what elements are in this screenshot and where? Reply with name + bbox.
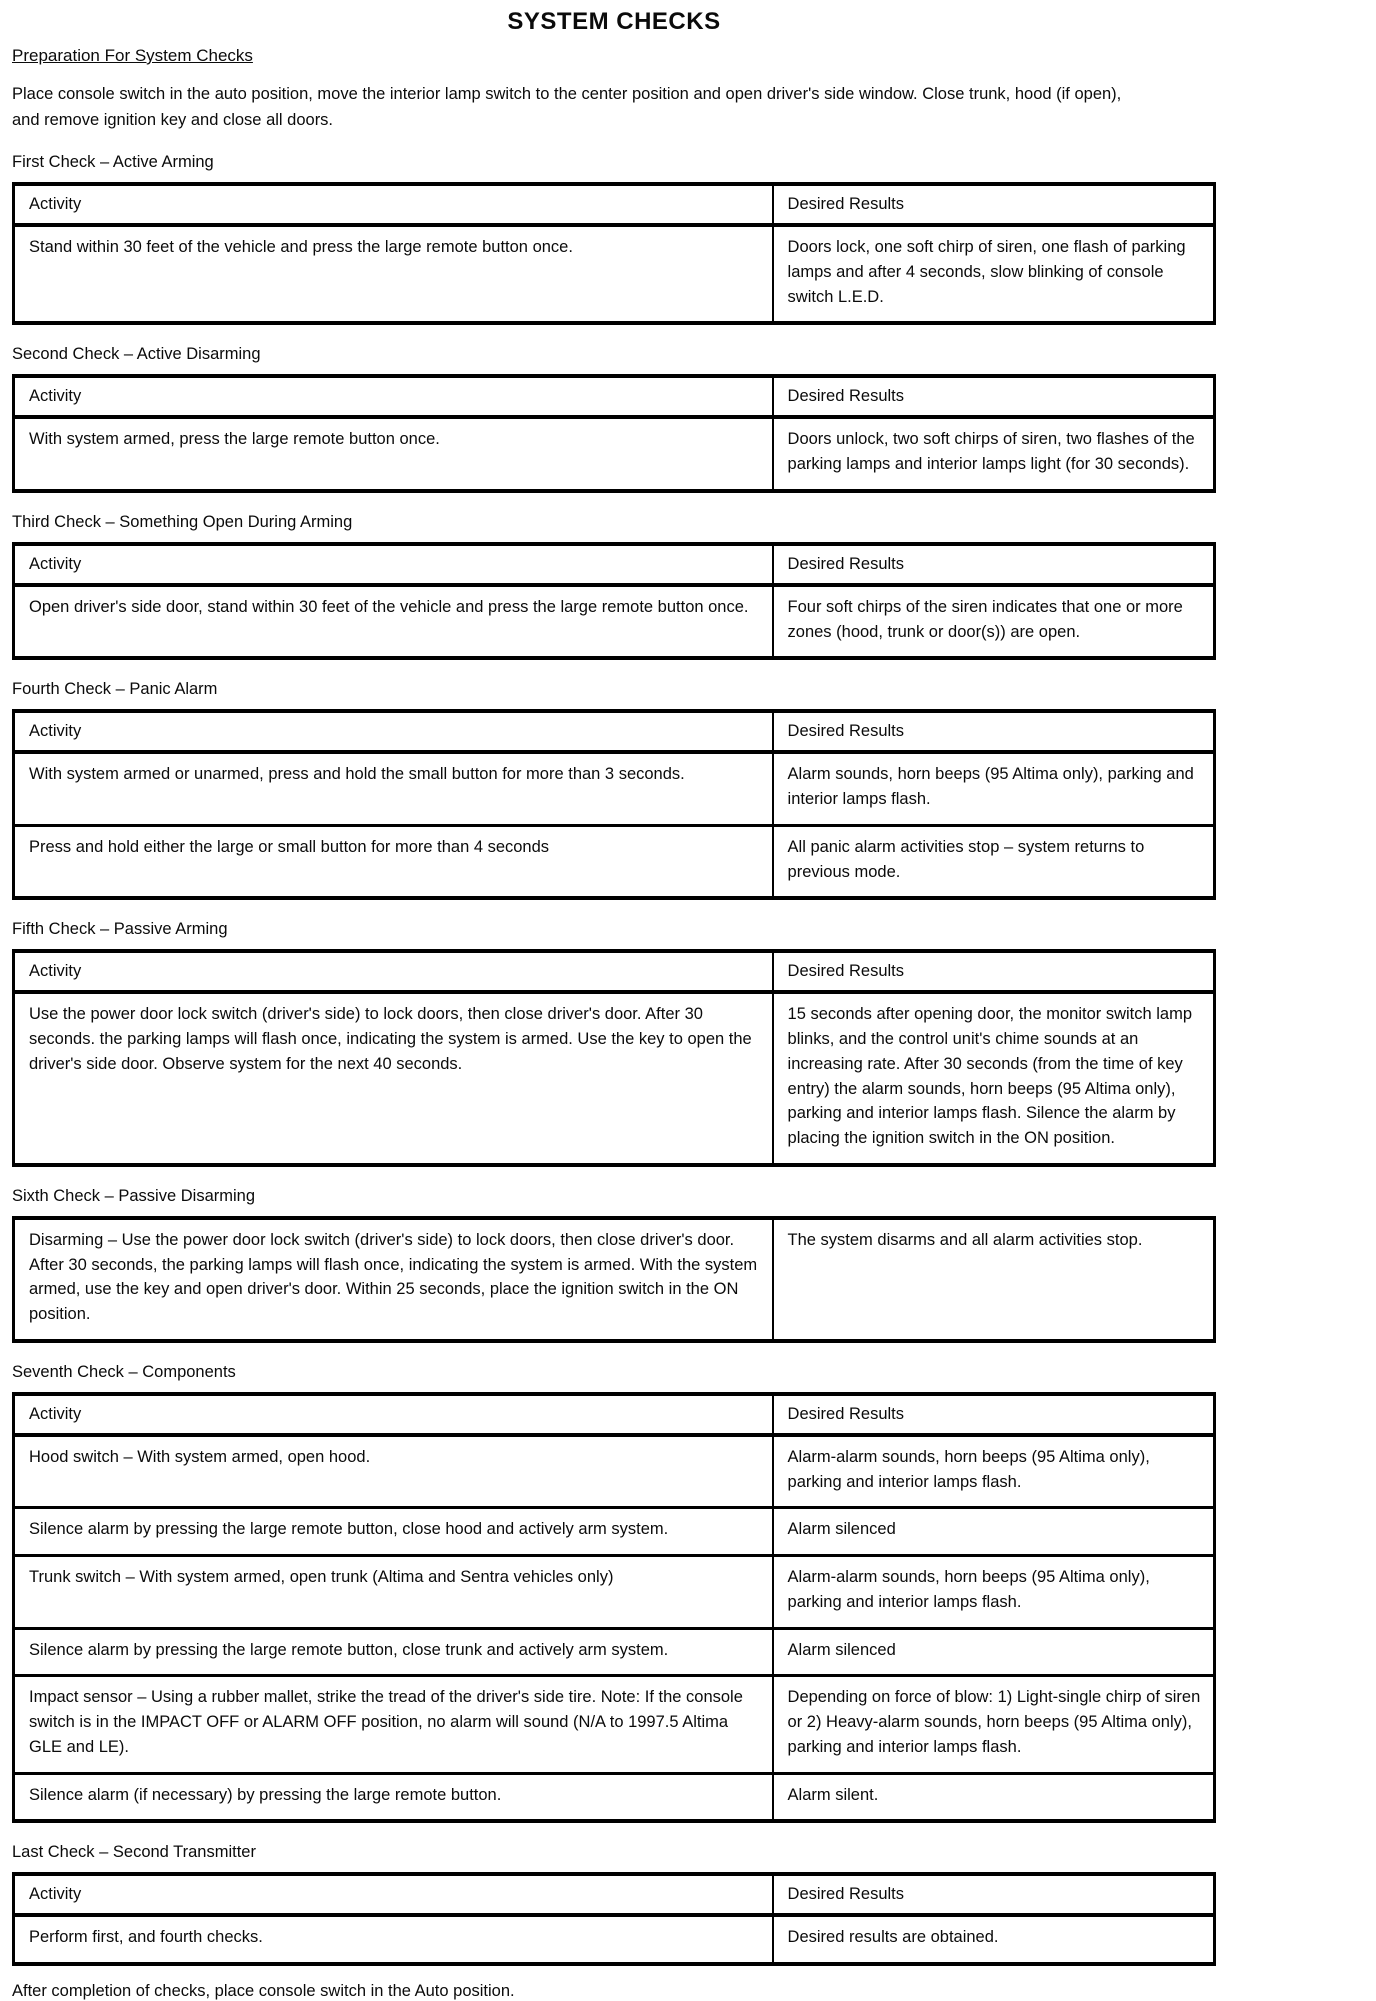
column-header-results: Desired Results <box>773 1394 1215 1435</box>
section-fourth-check <box>12 680 1216 900</box>
completion-note: After completion of checks, place console switch in the Auto position. <box>12 1982 515 2001</box>
preparation-heading: Preparation For System Checks <box>12 46 253 65</box>
result-cell: Desired results are obtained. <box>773 1915 1215 1964</box>
section-heading-second-check: Second Check – Active Disarming <box>12 345 261 364</box>
activity-cell: Perform first, and fourth checks. <box>29 1928 263 1947</box>
table-row <box>14 992 1215 1165</box>
section-seventh-check <box>12 1363 1216 1824</box>
section-third-check <box>12 513 1216 661</box>
section-heading-fifth-check: Fifth Check – Passive Arming <box>12 920 228 939</box>
section-heading-seventh-check: Seventh Check – Components <box>12 1362 236 1381</box>
activity-cell: Use the power door lock switch (driver's side) to lock doors, then close driver's door. After 30 seconds. the parking lamps will flash once, indicating the system is armed. Use the key to open the driver's side door. Observe system for the next 40 seconds. <box>29 1005 752 1073</box>
third-check-table <box>12 542 1216 661</box>
column-header-activity: Activity <box>14 1394 773 1435</box>
column-header-results: Desired Results <box>773 184 1215 225</box>
column-header-activity: Activity <box>14 1874 773 1915</box>
document-page <box>12 0 1216 2001</box>
result-cell: Alarm-alarm sounds, horn beeps (95 Altima only), parking and interior lamps flash. <box>773 1435 1215 1508</box>
result-cell: Doors lock, one soft chirp of siren, one flash of parking lamps and after 4 seconds, slow blinking of console switch L.E.D. <box>773 225 1215 323</box>
column-header-activity: Activity <box>14 184 773 225</box>
activity-cell: Hood switch – With system armed, open hood. <box>29 1447 371 1466</box>
table-row <box>14 1628 1215 1676</box>
fifth-check-table <box>12 949 1216 1167</box>
result-cell: Depending on force of blow: 1) Light-single chirp of siren or 2) Heavy-alarm sounds, horn beeps (95 Altima only), parking and interior lamps flash. <box>773 1676 1215 1773</box>
column-header-results: Desired Results <box>773 1874 1215 1915</box>
table-header-row <box>14 1394 1215 1435</box>
activity-cell: With system armed, press the large remote button once. <box>29 430 440 449</box>
table-row <box>14 1218 1215 1341</box>
section-heading-sixth-check: Sixth Check – Passive Disarming <box>12 1186 256 1205</box>
table-header-row <box>14 1874 1215 1915</box>
table-header-row <box>14 376 1215 417</box>
column-header-results: Desired Results <box>773 376 1215 417</box>
fourth-check-table <box>12 709 1216 900</box>
preparation-paragraph: Place console switch in the auto position, move the interior lamp switch to the center position and open driver's side window. Close trunk, hood (if open), and remove ignition key and close all doors. <box>12 85 1122 129</box>
activity-cell: Silence alarm by pressing the large remote button, close trunk and actively arm system. <box>14 1628 773 1676</box>
result-cell: Alarm silent. <box>773 1773 1215 1821</box>
section-heading-first-check: First Check – Active Arming <box>12 153 214 172</box>
section-heading-last-check: Last Check – Second Transmitter <box>12 1843 256 1862</box>
column-header-activity: Activity <box>14 711 773 752</box>
result-cell: Alarm silenced <box>773 1508 1215 1556</box>
table-row <box>14 1435 1215 1508</box>
table-row <box>14 1556 1215 1629</box>
activity-cell: Press and hold either the large or small button for more than 4 seconds <box>14 825 773 898</box>
result-cell: Alarm-alarm sounds, horn beeps (95 Altima only), parking and interior lamps flash. <box>773 1556 1215 1629</box>
result-cell: Doors unlock, two soft chirps of siren, two flashes of the parking lamps and interior lamps light (for 30 seconds). <box>773 417 1215 491</box>
table-row <box>14 825 1215 898</box>
result-cell: All panic alarm activities stop – system returns to previous mode. <box>773 825 1215 898</box>
table-header-row <box>14 184 1215 225</box>
section-heading-third-check: Third Check – Something Open During Arming <box>12 512 353 531</box>
table-row <box>14 225 1215 323</box>
result-cell: Alarm sounds, horn beeps (95 Altima only), parking and interior lamps flash. <box>773 752 1215 825</box>
table-row <box>14 417 1215 491</box>
result-cell: Four soft chirps of the siren indicates that one or more zones (hood, trunk or door(s)) are open. <box>773 585 1215 659</box>
last-check-table <box>12 1872 1216 1966</box>
column-header-activity: Activity <box>14 544 773 585</box>
activity-cell: Open driver's side door, stand within 30 feet of the vehicle and press the large remote button once. <box>29 597 749 616</box>
table-row <box>14 752 1215 825</box>
section-second-check <box>12 345 1216 493</box>
column-header-results: Desired Results <box>773 544 1215 585</box>
column-header-activity: Activity <box>14 951 773 992</box>
table-header-row <box>14 711 1215 752</box>
seventh-check-table <box>12 1392 1216 1824</box>
section-sixth-check <box>12 1187 1216 1343</box>
activity-cell: Stand within 30 feet of the vehicle and press the large remote button once. <box>29 238 573 257</box>
column-header-results: Desired Results <box>773 951 1215 992</box>
table-header-row <box>14 544 1215 585</box>
column-header-results: Desired Results <box>773 711 1215 752</box>
table-row <box>14 1676 1215 1773</box>
first-check-table <box>12 182 1216 325</box>
section-fifth-check <box>12 920 1216 1167</box>
section-last-check <box>12 1843 1216 1966</box>
activity-cell: Impact sensor – Using a rubber mallet, strike the tread of the driver's side tire. Note: If the console switch is in the IMPACT OFF or ALARM OFF position, no alarm will sound (N/A to 1997.5 Altima GLE and LE). <box>14 1676 773 1773</box>
sixth-check-table <box>12 1216 1216 1343</box>
activity-cell: Disarming – Use the power door lock switch (driver's side) to lock doors, then close driver's door. After 30 seconds, the parking lamps will flash once, indicating the system is armed. With the system armed, use the key and open driver's door. Within 25 seconds, place the ignition switch in the ON position. <box>29 1230 758 1324</box>
result-cell: Alarm silenced <box>773 1628 1215 1676</box>
result-cell: The system disarms and all alarm activities stop. <box>773 1218 1215 1341</box>
second-check-table <box>12 374 1216 493</box>
column-header-activity: Activity <box>14 376 773 417</box>
table-header-row <box>14 951 1215 992</box>
activity-cell: Silence alarm by pressing the large remote button, close hood and actively arm system. <box>14 1508 773 1556</box>
section-heading-fourth-check: Fourth Check – Panic Alarm <box>12 680 218 699</box>
table-row <box>14 585 1215 659</box>
table-row <box>14 1508 1215 1556</box>
activity-cell: With system armed or unarmed, press and hold the small button for more than 3 seconds. <box>29 765 685 784</box>
activity-cell: Silence alarm (if necessary) by pressing the large remote button. <box>14 1773 773 1821</box>
page-title: SYSTEM CHECKS <box>507 8 721 35</box>
result-cell: 15 seconds after opening door, the monitor switch lamp blinks, and the control unit's chime sounds at an increasing rate. After 30 seconds (from the time of key entry) the alarm sounds, horn beeps (95 Altima only), parking and interior lamps flash. Silence the alarm by placing the ignition switch in the ON position. <box>773 992 1215 1165</box>
table-row <box>14 1773 1215 1821</box>
activity-cell: Trunk switch – With system armed, open trunk (Altima and Sentra vehicles only) <box>14 1556 773 1629</box>
section-first-check <box>12 153 1216 325</box>
table-row <box>14 1915 1215 1964</box>
